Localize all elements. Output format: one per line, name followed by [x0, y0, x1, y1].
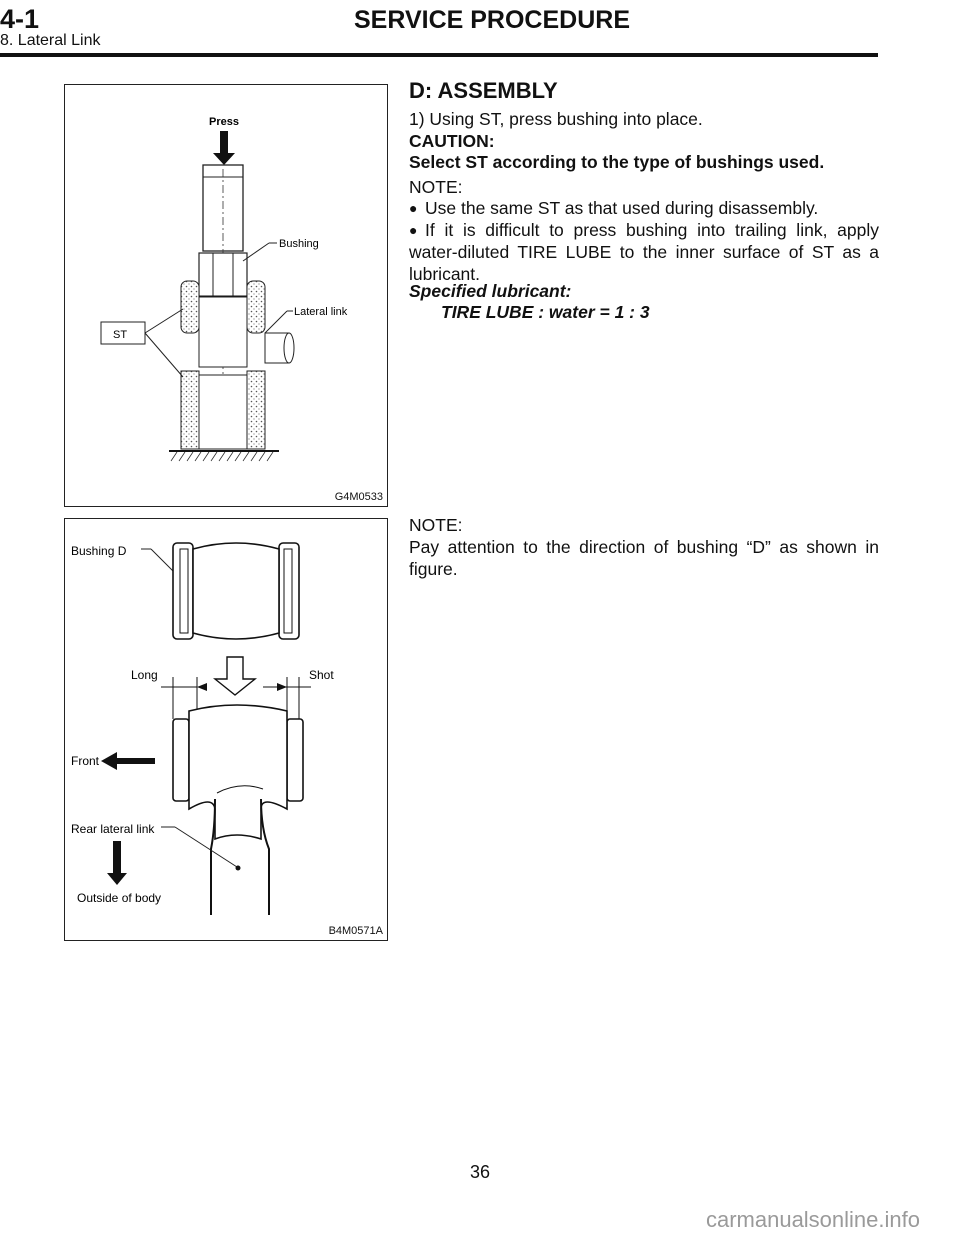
caution-label: CAUTION: — [409, 131, 495, 151]
label-shot: Shot — [309, 668, 334, 682]
lubricant-label: Specified lubricant: — [409, 281, 572, 301]
bushing-direction-diagram — [65, 519, 387, 940]
bullet-icon: ● — [409, 222, 418, 238]
page-number: 36 — [469, 1162, 491, 1182]
figure-code: G4M0533 — [334, 491, 383, 503]
note-bullet-2: ● If it is difficult to press bushing into trailing link, apply water-diluted TIRE LUBE to the inner surface of ST as a lubricant. — [409, 220, 879, 284]
step-1: 1) Using ST, press bushing into place. — [409, 109, 703, 129]
press-bushing-diagram — [65, 85, 387, 506]
figure-code: B4M0571A — [328, 925, 383, 937]
header-rule — [0, 53, 878, 57]
label-bushing-d: Bushing D — [71, 544, 127, 558]
label-st: ST — [113, 329, 128, 341]
caution-text: Select ST according to the type of bushings used. — [409, 152, 825, 172]
note2-label: NOTE: — [409, 515, 463, 535]
bullet-icon: ● — [409, 200, 418, 216]
label-outside-of-body: Outside of body — [77, 891, 162, 905]
label-press: Press — [209, 116, 239, 128]
lubricant-value: TIRE LUBE : water = 1 : 3 — [441, 302, 650, 322]
label-rear-lateral-link: Rear lateral link — [71, 822, 155, 836]
section-title: D: ASSEMBLY — [409, 78, 558, 103]
label-front: Front — [71, 754, 100, 768]
label-long: Long — [131, 668, 158, 682]
page-subtitle: 8. Lateral Link — [0, 32, 101, 49]
label-lateral-link: Lateral link — [294, 306, 348, 318]
note-bullet-1: ● Use the same ST as that used during disassembly. — [409, 198, 819, 218]
figure-bushing-direction — [64, 518, 388, 941]
page-title: SERVICE PROCEDURE — [354, 6, 630, 34]
note-label: NOTE: — [409, 177, 463, 197]
section-number: 4-1 — [0, 4, 40, 34]
note2-text: Pay attention to the direction of bushing “D” as shown in figure. — [409, 537, 879, 579]
figure-press-bushing — [64, 84, 388, 507]
label-bushing: Bushing — [279, 238, 319, 250]
watermark: carmanualsonline.info — [705, 1207, 920, 1232]
